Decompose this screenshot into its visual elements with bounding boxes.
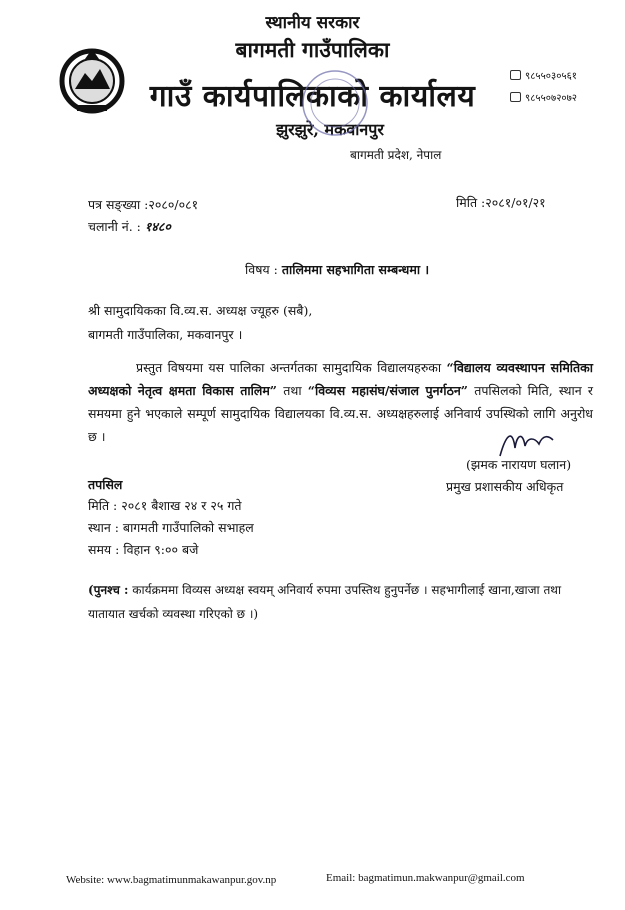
postscript-text: कार्यक्रममा विव्यस अध्यक्ष स्वयम् अनिवार्य रुपमा उपस्तिथ हुनुपर्नेछ । सहभागीलाई खाना,खाजा तथा यातायात खर्चको व्यवस्था गरिएको छ ।) [88, 583, 562, 621]
footer-website: Website: www.bagmatimunmakawanpur.gov.np [66, 874, 277, 886]
body-bold-1: “विद्यालय व्यवस्थापन समितिका अध्यक्षको नेतृत्व क्षमता विकास तालिम” [88, 360, 593, 398]
phone-icon [510, 70, 521, 80]
letter-date: मिति :२०८१/०१/२१ [456, 195, 546, 210]
postscript-label: (पुनश्च : [88, 583, 129, 597]
signatory-name: (झमक नारायण घलान) [466, 457, 572, 472]
body-text-1: प्रस्तुत विषयमा यस पालिका अन्तर्गतका सामुदायिक विद्यालयहरुका [136, 360, 447, 375]
subject-text: तालिममा सहभागिता सम्बन्धमा । [281, 262, 430, 277]
phone-number: ९८५५०३०५६१ [525, 71, 577, 82]
schedule-time: समय : विहान ९:०० बजे [88, 542, 199, 557]
schedule-heading: तपसिल [88, 477, 123, 492]
reference-number: पत्र सङ्ख्या :२०८०/०८१ [88, 197, 199, 212]
dispatch-label: चलानी नं. : [88, 219, 141, 234]
office-stamp [300, 68, 370, 138]
office-address: झुरझुरे, मकवानपुर [276, 120, 384, 139]
dispatch-value: १४८० [144, 219, 171, 234]
phone-1 [510, 68, 577, 82]
subject-label: विषय : [245, 262, 278, 277]
schedule-place: स्थान : बागमती गाउँपालिको सभाहल [88, 520, 254, 535]
recipient-line-1: श्री सामुदायिकका वि.व्य.स. अध्यक्ष ज्यूहरु (सबै), [88, 303, 313, 318]
footer-email: Email: bagmatimun.makwanpur@gmail.com [326, 872, 525, 884]
signature [495, 426, 555, 460]
province-label: बागमती प्रदेश, नेपाल [350, 148, 442, 162]
subject-line [245, 261, 429, 278]
phone-icon [510, 92, 521, 102]
body-bold-2: “विव्यस महासंघ/संजाल पुनर्गठन” [307, 383, 468, 398]
postscript-note [88, 578, 593, 626]
local-government-heading: स्थानीय सरकार [265, 13, 360, 33]
recipient-line-2: बागमती गाउँपालिका, मकवानपुर । [88, 327, 243, 342]
body-text-2: तथा [277, 383, 308, 398]
schedule-date: मिति : २०८१ बैशाख २४ र २५ गते [88, 498, 242, 513]
dispatch-number [88, 218, 171, 235]
municipality-name: बागमती गाउँपालिका [235, 37, 390, 62]
phone-2 [510, 90, 577, 104]
phone-number: ९८५५०७२०७२ [525, 93, 577, 104]
office-name: गाउँ कार्यपालिकाको कार्यालय [149, 79, 476, 114]
body-text-3: तपसिलको मिति, स्थान र समयमा हुने भएकाले सम्पूर्ण सामुदायिक विद्यालयका वि.व्य.स. अध्यक्षहरुलाई अनिवार्य उपस्थिको लागि अनुरोध छ । [88, 383, 594, 444]
signatory-title: प्रमुख प्रशासकीय अधिकृत [446, 479, 564, 494]
